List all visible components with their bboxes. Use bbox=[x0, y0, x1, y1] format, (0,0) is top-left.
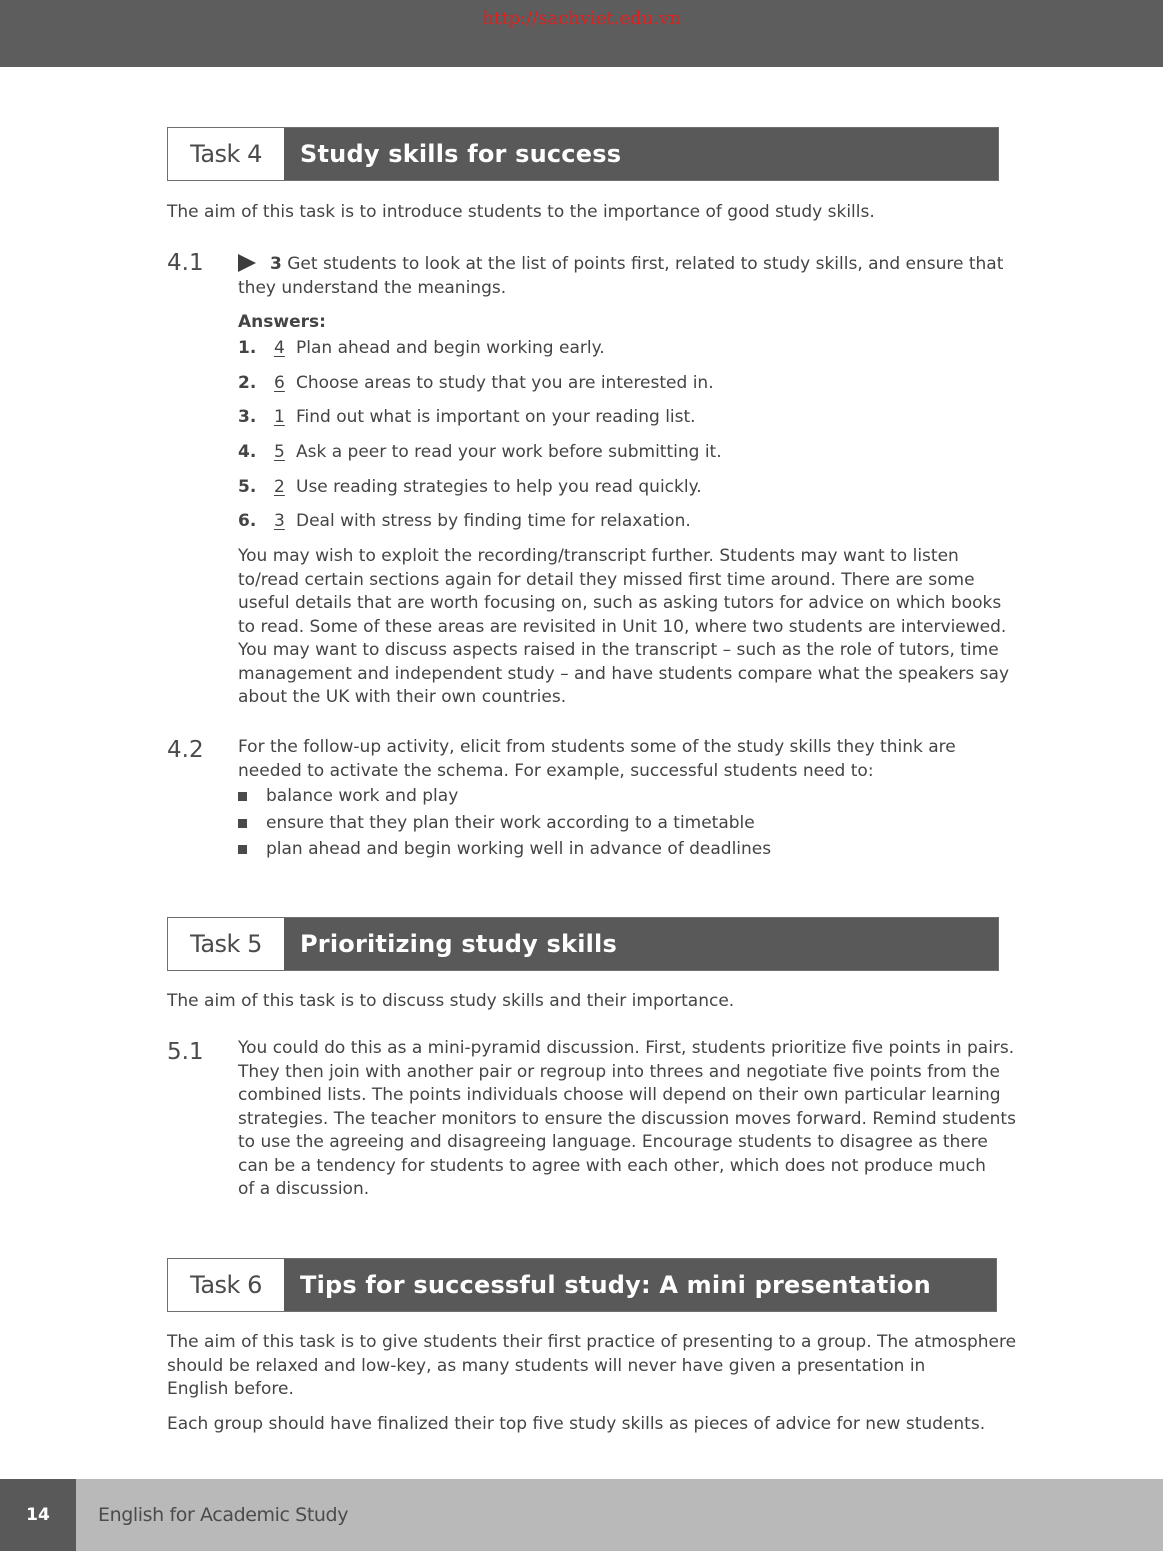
answer-number: 6. bbox=[238, 511, 257, 531]
answer-number: 3. bbox=[238, 407, 257, 427]
section-4-1-number: 4.1 bbox=[167, 250, 204, 276]
answer-value: 2 bbox=[274, 477, 285, 497]
header-url[interactable]: http://sachviet.edu.vn bbox=[482, 8, 681, 29]
paragraph-line: to use the agreeing and disagreeing language. Encourage students to disagree as there bbox=[238, 1132, 988, 1152]
task5-label: Task 5 bbox=[190, 930, 262, 958]
section-5-1-paragraph bbox=[238, 1037, 1016, 1202]
intro-line-1: Get students to look at the list of points first, related to study skills, and ensure that bbox=[281, 254, 1004, 274]
paragraph-line: combined lists. The points individuals choose will depend on their own particular learning bbox=[238, 1085, 1001, 1105]
task4-title: Study skills for success bbox=[284, 128, 998, 180]
answer-number: 1. bbox=[238, 338, 257, 358]
intro-line-2: they understand the meanings. bbox=[238, 277, 507, 298]
paragraph-line: You may wish to exploit the recording/transcript further. Students may want to listen bbox=[238, 546, 959, 566]
task6-paragraph: Each group should have finalized their top five study skills as pieces of advice for new students. bbox=[167, 1414, 986, 1434]
bullet-item bbox=[238, 786, 458, 806]
paragraph-line: to/read certain sections again for detail they missed first time around. There are some bbox=[238, 569, 975, 590]
answer-row bbox=[238, 373, 714, 393]
task4-header bbox=[167, 127, 999, 181]
answer-value: 3 bbox=[274, 511, 285, 531]
book-title: English for Academic Study bbox=[98, 1504, 349, 1526]
task4-aim: The aim of this task is to introduce students to the importance of good study skills. bbox=[167, 202, 875, 222]
top-bar bbox=[0, 0, 1163, 67]
paragraph-line: should be relaxed and low-key, as many students will never have given a presentation in bbox=[167, 1355, 926, 1376]
paragraph-line: The aim of this task is to give students their first practice of presenting to a group. The atmosphere bbox=[167, 1332, 1017, 1352]
bullet-text: ensure that they plan their work according to a timetable bbox=[266, 813, 755, 833]
section-4-1-intro bbox=[238, 253, 1003, 300]
paragraph-line: useful details that are worth focusing on, such as asking tutors for advice on which books bbox=[238, 593, 1002, 613]
paragraph-line: management and independent study – and have students compare what the speakers say bbox=[238, 663, 1010, 684]
paragraph-line: For the follow-up activity, elicit from students some of the study skills they think are bbox=[238, 737, 956, 757]
answer-number: 4. bbox=[238, 442, 257, 462]
answer-row bbox=[238, 338, 605, 358]
task4-label: Task 4 bbox=[190, 140, 262, 168]
section-4-2-paragraph bbox=[238, 736, 956, 783]
answer-text: Choose areas to study that you are interested in. bbox=[296, 373, 714, 393]
task6-label: Task 6 bbox=[190, 1271, 262, 1299]
section-4-1-paragraph bbox=[238, 545, 1009, 710]
paragraph-line: English before. bbox=[167, 1379, 294, 1399]
bullet-square-icon bbox=[238, 819, 247, 828]
answer-value: 5 bbox=[274, 442, 285, 462]
bullet-text: plan ahead and begin working well in advance of deadlines bbox=[266, 839, 772, 859]
answer-text: Find out what is important on your reading list. bbox=[296, 407, 696, 427]
paragraph-line: of a discussion. bbox=[238, 1179, 370, 1199]
answer-row bbox=[238, 477, 702, 497]
paragraph-line: can be a tendency for students to agree with each other, which does not produce much bbox=[238, 1155, 986, 1176]
paragraph-line: needed to activate the schema. For example, successful students need to: bbox=[238, 760, 874, 781]
answer-value: 4 bbox=[274, 338, 285, 358]
section-4-2-number: 4.2 bbox=[167, 737, 204, 763]
bullet-square-icon bbox=[238, 845, 247, 854]
page-number: 14 bbox=[0, 1479, 76, 1551]
paragraph-line: You could do this as a mini-pyramid discussion. First, students prioritize five points in pairs. bbox=[238, 1038, 1015, 1058]
answer-number: 2. bbox=[238, 373, 257, 393]
task6-header bbox=[167, 1258, 997, 1312]
play-icon bbox=[238, 254, 256, 272]
answer-row bbox=[238, 511, 691, 531]
page-footer bbox=[0, 1479, 1163, 1551]
task5-title: Prioritizing study skills bbox=[284, 918, 998, 970]
paragraph-line: to read. Some of these areas are revisited in Unit 10, where two students are interviewed. bbox=[238, 616, 1007, 637]
answer-value: 6 bbox=[274, 373, 285, 393]
bullet-item bbox=[238, 813, 755, 833]
paragraph-line: about the UK with their own countries. bbox=[238, 687, 567, 707]
bullet-text: balance work and play bbox=[266, 786, 459, 806]
answer-number: 5. bbox=[238, 477, 257, 497]
bullet-square-icon bbox=[238, 792, 247, 801]
answer-row bbox=[238, 442, 722, 462]
paragraph-line: strategies. The teacher monitors to ensure the discussion moves forward. Remind students bbox=[238, 1108, 1016, 1129]
answer-text: Deal with stress by finding time for relaxation. bbox=[296, 511, 691, 531]
answer-text: Plan ahead and begin working early. bbox=[296, 338, 605, 358]
answer-text: Ask a peer to read your work before submitting it. bbox=[296, 442, 722, 462]
task5-aim: The aim of this task is to discuss study skills and their importance. bbox=[167, 991, 735, 1011]
paragraph-line: They then join with another pair or regroup into threes and negotiate five points from the bbox=[238, 1061, 1000, 1082]
track-number: 3 bbox=[270, 254, 282, 274]
answer-row bbox=[238, 407, 696, 427]
task6-title: Tips for successful study: A mini presentation bbox=[284, 1259, 996, 1311]
bullet-item bbox=[238, 839, 771, 859]
answers-title: Answers: bbox=[238, 312, 326, 332]
task6-aim bbox=[167, 1331, 1016, 1402]
answer-text: Use reading strategies to help you read quickly. bbox=[296, 477, 702, 497]
paragraph-line: You may want to discuss aspects raised in the transcript – such as the role of tutors, time bbox=[238, 640, 999, 660]
section-5-1-number: 5.1 bbox=[167, 1039, 204, 1065]
task5-header bbox=[167, 917, 999, 971]
answer-value: 1 bbox=[274, 407, 285, 427]
